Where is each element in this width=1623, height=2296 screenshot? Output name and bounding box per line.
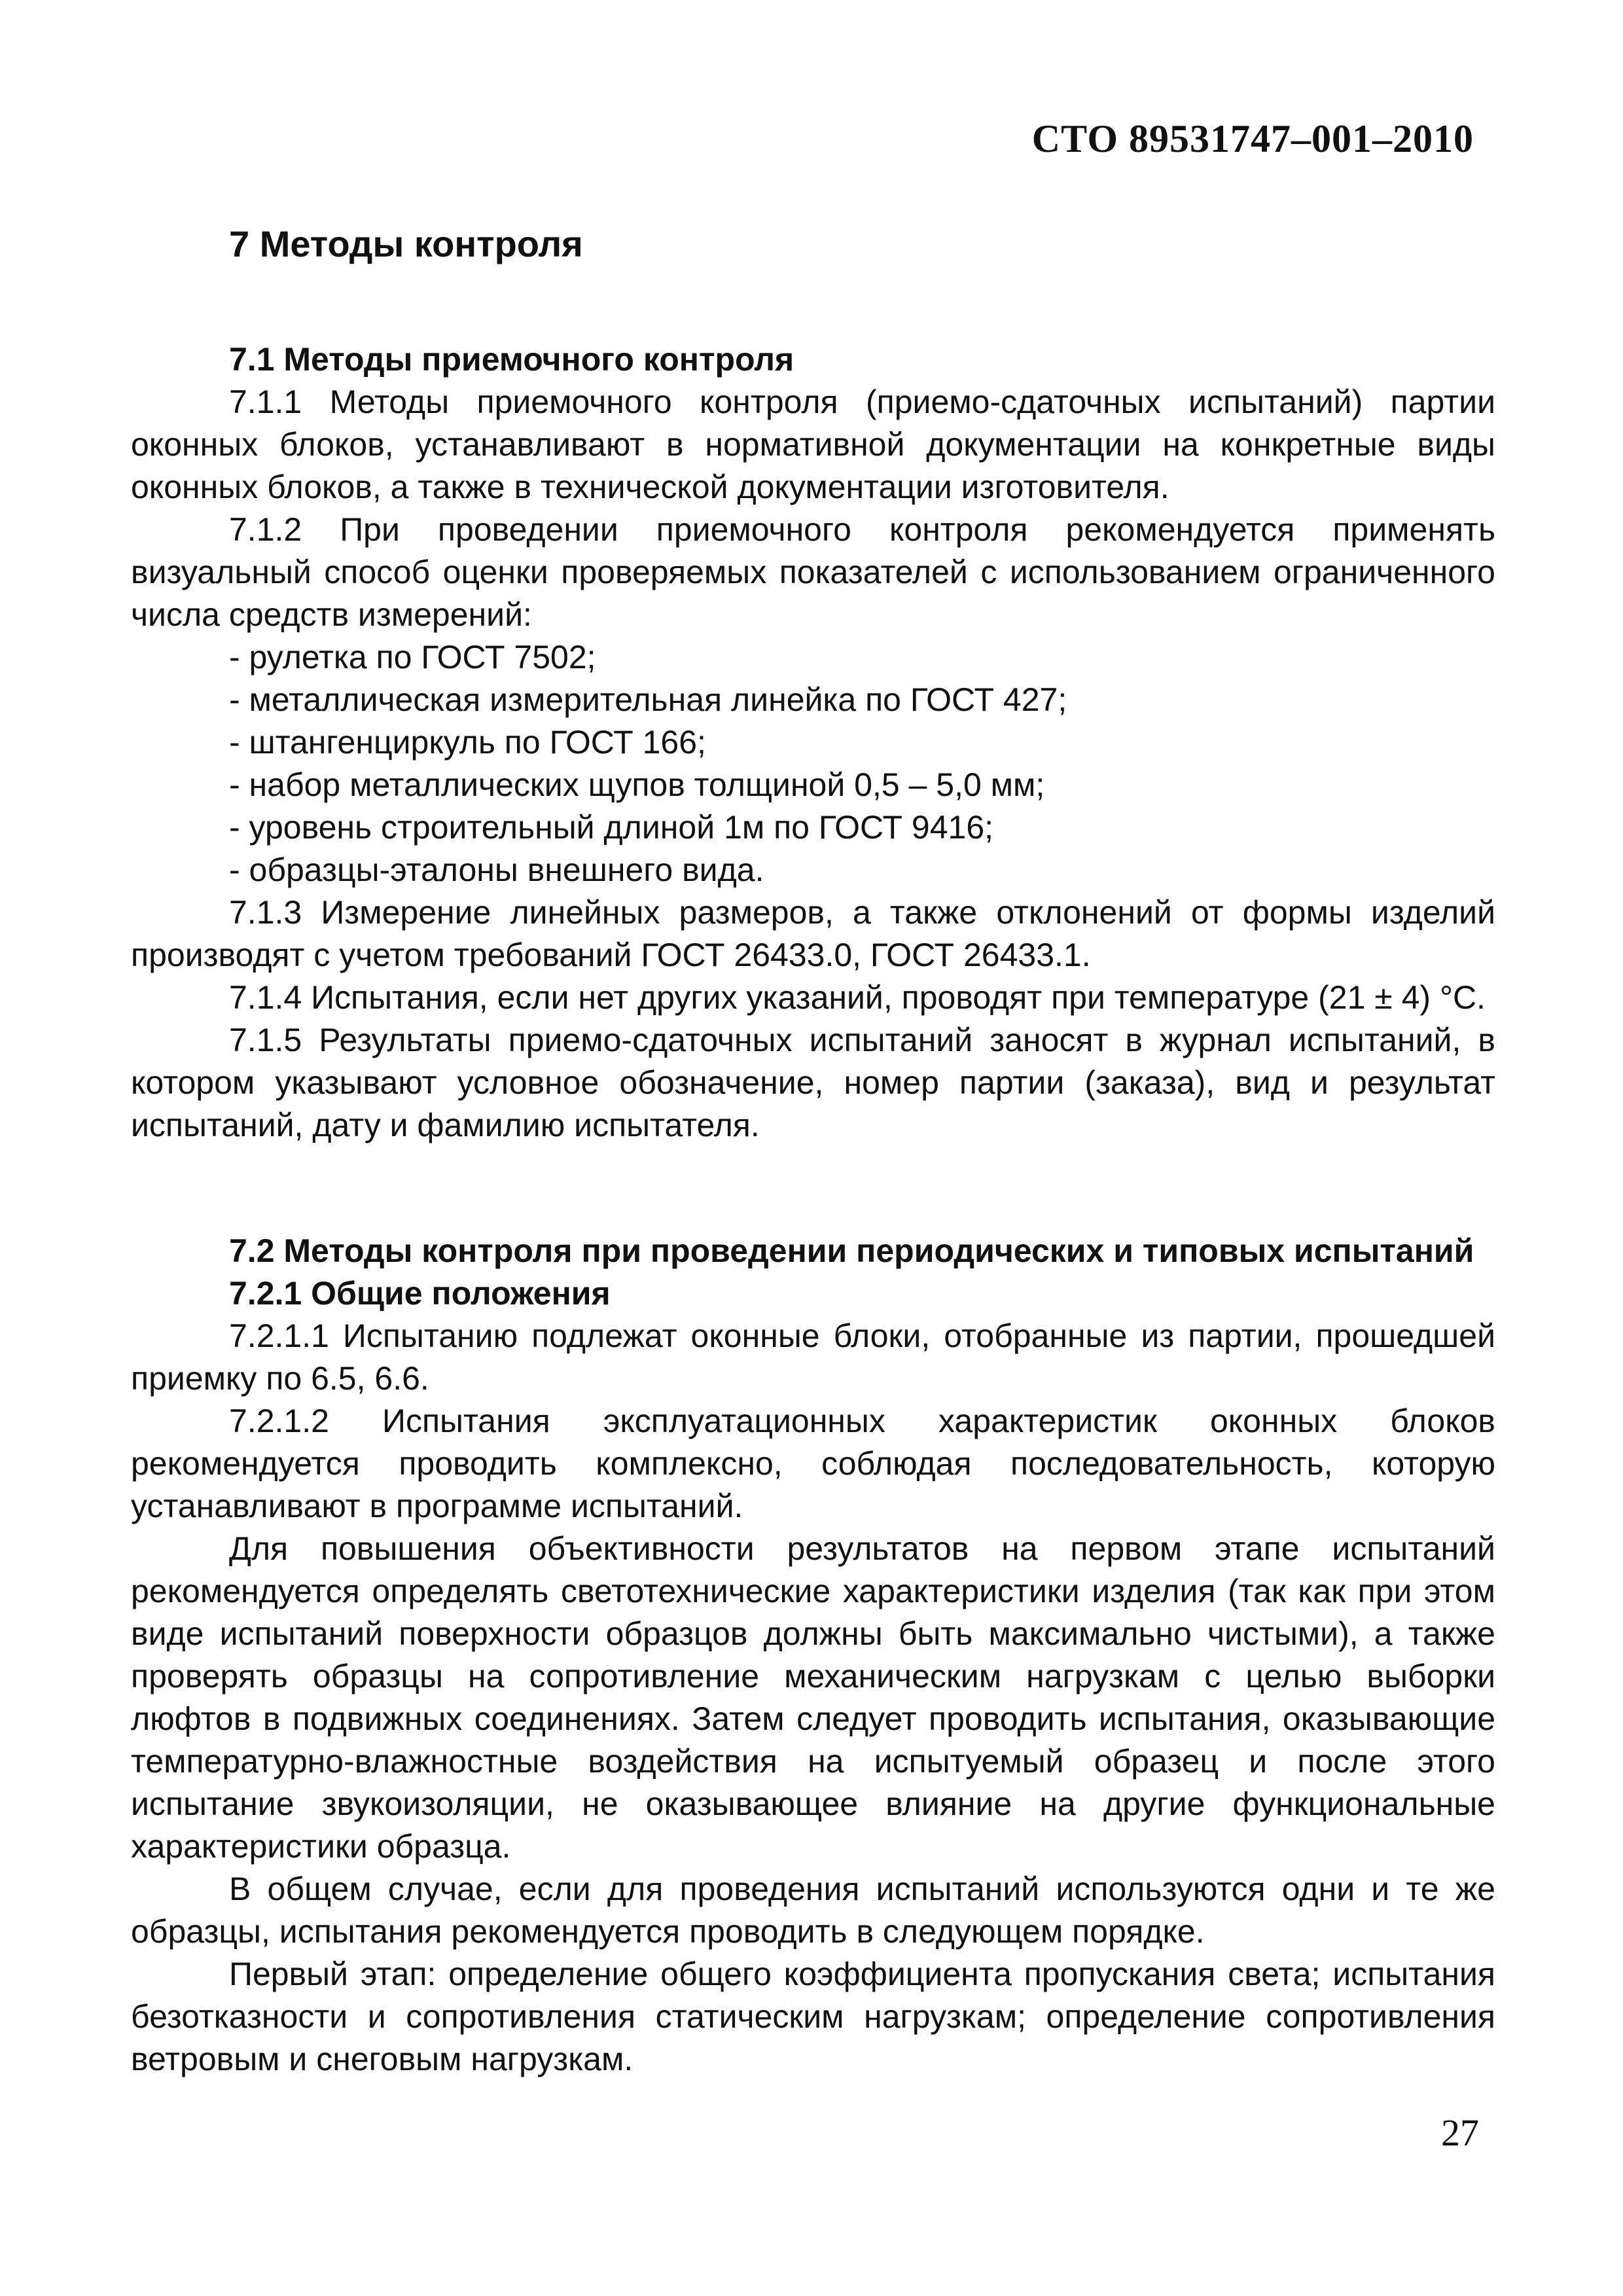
document-code: СТО 89531747–001–2010 xyxy=(1031,117,1474,160)
list-item: - набор металлических щупов толщиной 0,5 – 5,0 мм; xyxy=(229,764,1495,806)
paragraph-7-1-4: 7.1.4 Испытания, если нет других указаний, проводят при температуре (21 ± 4) °С. xyxy=(229,979,1486,1016)
section-7-1-heading: 7.1 Методы приемочного контроля xyxy=(229,341,794,378)
page-number: 27 xyxy=(1441,2111,1479,2154)
paragraph-7-1-1: 7.1.1 Методы приемочного контроля (приемо-сдаточных испытаний) партии оконных блоков, устанавливают в нормативной документации на конкретные виды оконных блоков, а также в технической документации изготовителя. xyxy=(131,384,1495,505)
paragraph-7-1-2: 7.1.2 При проведении приемочного контроля рекомендуется применять визуальный способ оценки проверяемых показателей с использованием ограниченного числа средств измерений: xyxy=(131,511,1495,633)
measurement-tools-list xyxy=(131,636,1495,891)
list-item: - штангенциркуль по ГОСТ 166; xyxy=(229,721,1495,764)
paragraph-7-2-1-2: 7.2.1.2 Испытания эксплуатационных характеристик оконных блоков рекомендуется проводить комплексно, соблюдая последовательность, которую устанавливают в программе испытаний. xyxy=(131,1403,1495,1524)
paragraph-objectivity: Для повышения объективности результатов на первом этапе испытаний рекомендуется определять светотехнические характеристики изделия (так как при этом виде испытаний поверхности образцов должны быть максимально чистыми), а также проверять образцы на сопротивление механическим нагрузкам с целью выборки люфтов в подвижных соединениях. Затем следует проводить испытания, оказывающие температурно-влажностные воздействия на испытуемый образец и после этого испытание звукоизоляции, не оказывающее влияние на другие функциональные характеристики образца. xyxy=(131,1530,1495,1865)
page-content xyxy=(131,223,1495,2081)
paragraph-first-stage: Первый этап: определение общего коэффициента пропускания света; испытания безотказности и сопротивления статическим нагрузкам; определение сопротивления ветровым и снеговым нагрузкам. xyxy=(131,1956,1495,2077)
section-7-2-1-heading: 7.2.1 Общие положения xyxy=(229,1275,611,1312)
paragraph-7-1-5: 7.1.5 Результаты приемо-сдаточных испытаний заносят в журнал испытаний, в котором указывают условное обозначение, номер партии (заказа), вид и результат испытаний, дату и фамилию испытателя. xyxy=(131,1022,1495,1143)
section-7-2-heading: 7.2 Методы контроля при проведении периодических и типовых испытаний xyxy=(229,1232,1474,1269)
list-item: - рулетка по ГОСТ 7502; xyxy=(229,636,1495,679)
section-7-heading: 7 Методы контроля xyxy=(229,223,583,264)
list-item: - образцы-эталоны внешнего вида. xyxy=(229,849,1495,891)
list-item: - металлическая измерительная линейка по ГОСТ 427; xyxy=(229,679,1495,721)
paragraph-7-1-3: 7.1.3 Измерение линейных размеров, а также отклонений от формы изделий производят с учетом требований ГОСТ 26433.0, ГОСТ 26433.1. xyxy=(131,894,1495,973)
paragraph-general-case: В общем случае, если для проведения испытаний используются одни и те же образцы, испытания рекомендуется проводить в следующем порядке. xyxy=(131,1871,1495,1950)
list-item: - уровень строительный длиной 1м по ГОСТ 9416; xyxy=(229,806,1495,849)
paragraph-7-2-1-1: 7.2.1.1 Испытанию подлежат оконные блоки, отобранные из партии, прошедшей приемку по 6.5, 6.6. xyxy=(131,1318,1495,1397)
